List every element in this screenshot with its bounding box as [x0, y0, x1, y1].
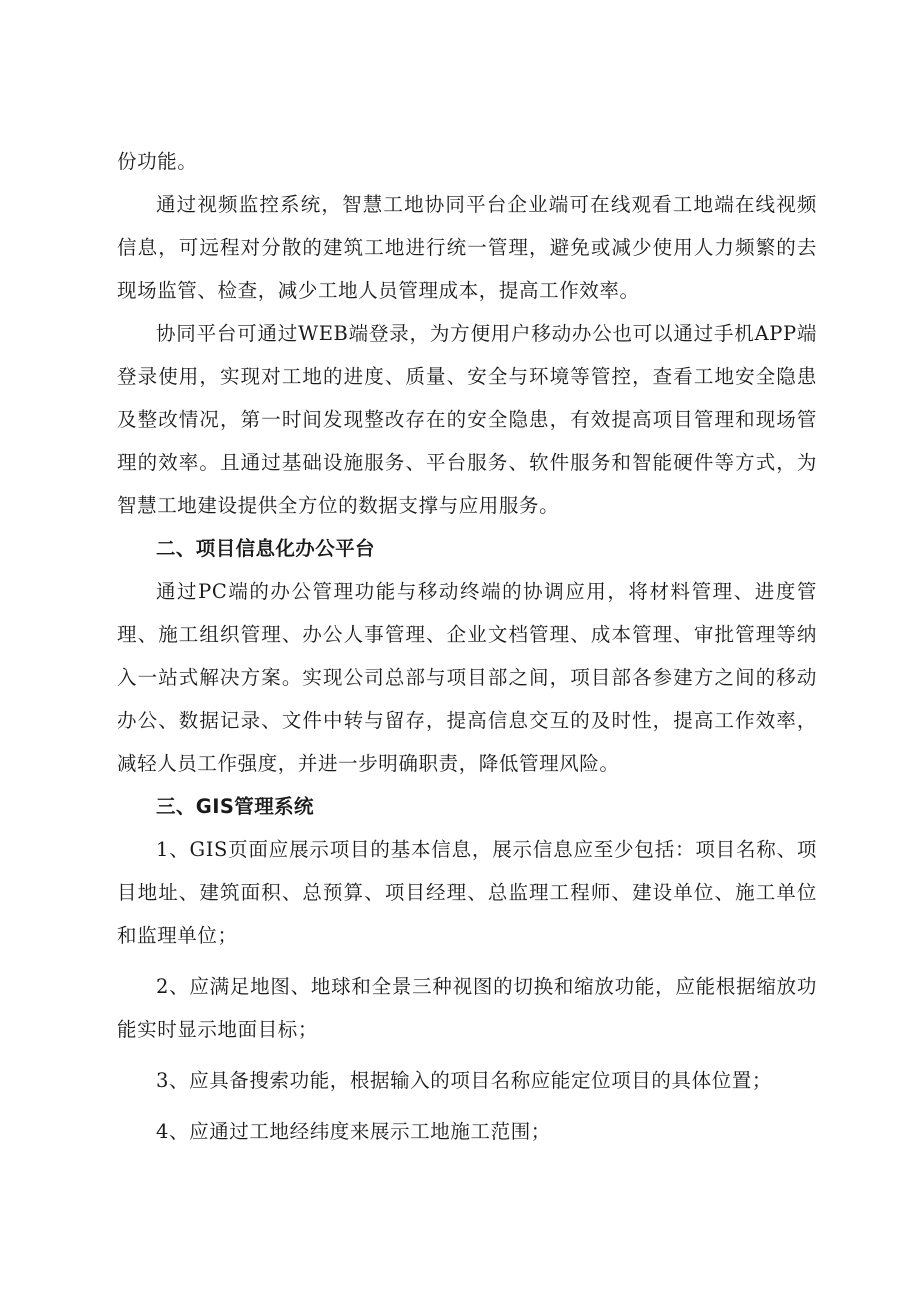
paragraph-continuation: 份功能。	[117, 150, 198, 173]
paragraph-collaboration-platform: 协同平台可通过WEB端登录，为方便用户移动办公也可以通过手机APP端登录使用，实现对工地的进度、质量、安全与环境等管控，查看工地安全隐患及整改情况，第一时间发现整改存在的安全隐患，有效提高项目管理和现场管理的效率。且通过基础设施服务、平台服务、软件服务和智能硬件等方式，为智慧工地建设提供全方位的数据支撑与应用服务。	[117, 322, 817, 517]
paragraph-office-platform: 通过PC端的办公管理功能与移动终端的协调应用，将材料管理、进度管理、施工组织管理、办公人事管理、企业文档管理、成本管理、审批管理等纳入一站式解决方案。实现公司总部与项目部之间，项目部各参建方之间的移动办公、数据记录、文件中转与留存，提高信息交互的及时性，提高工作效率，减轻人员工作强度，并进一步明确职责，降低管理风险。	[117, 580, 817, 775]
section-heading-gis: 三、GIS管理系统	[156, 795, 314, 818]
gis-requirement-2: 2、应满足地图、地球和全景三种视图的切换和缩放功能，应能根据缩放功能实时显示地面目标；	[117, 975, 817, 1041]
gis-requirement-1: 1、GIS页面应展示项目的基本信息，展示信息应至少包括：项目名称、项目地址、建筑面积、总预算、项目经理、总监理工程师、建设单位、施工单位和监理单位；	[117, 838, 817, 947]
gis-requirement-4: 4、应通过工地经纬度来展示工地施工范围；	[156, 1120, 551, 1143]
paragraph-video-monitoring: 通过视频监控系统，智慧工地协同平台企业端可在线观看工地端在线视频信息，可远程对分散的建筑工地进行统一管理，避免或减少使用人力频繁的去现场监管、检查，减少工地人员管理成本，提高工作效率。	[117, 193, 817, 302]
section-heading-office-platform: 二、项目信息化办公平台	[156, 537, 375, 560]
document-body	[117, 140, 817, 1153]
gis-requirement-3: 3、应具备搜索功能，根据输入的项目名称应能定位项目的具体位置；	[156, 1069, 773, 1092]
